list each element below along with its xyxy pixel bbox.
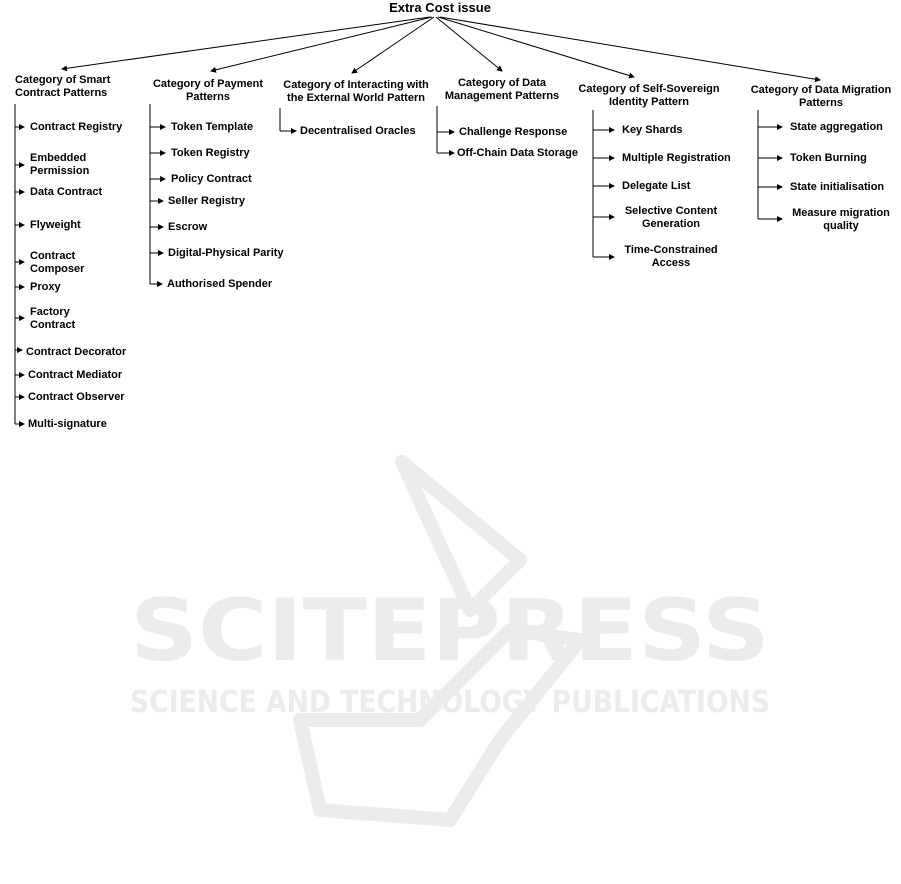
category-smart-contract-title: Category of Smart Contract Patterns: [15, 74, 111, 99]
category-self-sovereign-title: Category of Self-Sovereign Identity Pattern: [578, 83, 720, 108]
category-payment-title: Category of Payment Patterns: [152, 78, 264, 103]
pattern-node: Decentralised Oracles: [300, 125, 416, 137]
edge-root-self-sovereign: [438, 17, 634, 77]
edge-root-data-management: [436, 17, 502, 71]
pattern-node: Token Template: [171, 121, 254, 133]
pattern-node: Contract Registry: [30, 121, 123, 133]
pattern-node: Token Registry: [171, 147, 250, 159]
pattern-node: Multiple Registration: [622, 152, 731, 164]
pattern-node: Challenge Response: [459, 126, 568, 138]
pattern-node: State aggregation: [790, 121, 883, 133]
root-node-title: Extra Cost issue: [389, 0, 491, 15]
watermark-main-text: SCITEPRESS: [130, 581, 770, 681]
category-data-management-title: Category of Data Management Patterns: [444, 77, 560, 102]
pattern-node: Factory Contract: [30, 306, 76, 331]
edge-root-external-world: [352, 17, 434, 73]
watermark-sub-text: SCIENCE AND TECHNOLOGY PUBLICATIONS: [130, 685, 770, 720]
pattern-node: Multi-signature: [28, 418, 107, 430]
pattern-node: Key Shards: [622, 124, 683, 136]
pattern-node: Authorised Spender: [167, 278, 273, 290]
pattern-node: Contract Decorator: [26, 346, 127, 358]
pattern-node: Contract Observer: [28, 391, 125, 403]
edge-root-smart-contract: [62, 17, 430, 69]
pattern-node: Delegate List: [622, 180, 691, 192]
pattern-node: Proxy: [30, 281, 61, 293]
pattern-node: Token Burning: [790, 152, 867, 164]
pattern-node: Embedded Permission: [30, 152, 90, 177]
pattern-node: Off-Chain Data Storage: [457, 147, 579, 159]
pattern-node: Measure migration quality: [792, 207, 890, 232]
pattern-node: Contract Mediator: [28, 369, 123, 381]
pattern-node: Digital-Physical Parity: [168, 247, 284, 259]
pattern-node: Selective Content Generation: [624, 205, 718, 230]
category-data-migration-title: Category of Data Migration Patterns: [750, 84, 892, 109]
category-external-world-title: Category of Interacting with the External World Pattern: [283, 79, 429, 104]
edge-root-payment: [211, 17, 432, 71]
pattern-node: Time-Constrained Access: [624, 244, 718, 269]
pattern-node: Escrow: [168, 221, 208, 233]
pattern-node: Seller Registry: [168, 195, 246, 207]
pattern-node: Policy Contract: [171, 173, 252, 185]
pattern-node: Contract Composer: [30, 250, 85, 275]
pattern-node: State initialisation: [790, 181, 885, 193]
pattern-node: Data Contract: [30, 186, 103, 198]
pattern-node: Flyweight: [30, 219, 81, 231]
edge-root-data-migration: [440, 17, 820, 80]
